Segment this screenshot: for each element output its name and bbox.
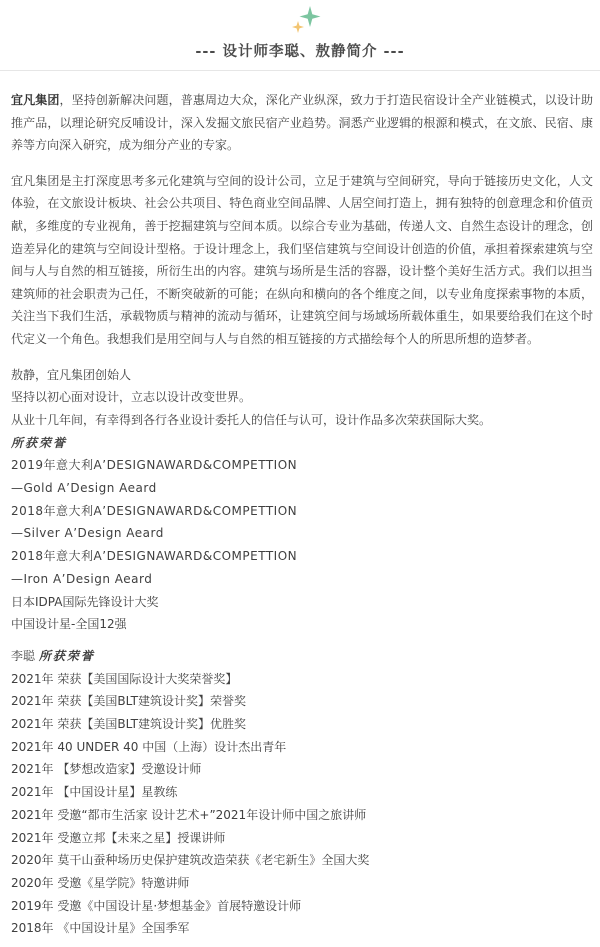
licong-award-item: 2019年 受邀《中国设计星·梦想基金》首展特邀设计师 [11, 898, 302, 913]
licong-name: 李聪 [11, 648, 36, 663]
aojing-line: 敖静，宜凡集团创始人 [11, 367, 132, 382]
licong-award-item: 2021年 40 UNDER 40 中国（上海）设计杰出青年 [11, 739, 287, 754]
aojing-award-item: 2019年意大利A’DESIGNAWARD&COMPETTION [11, 458, 298, 473]
licong-award-item: 2021年 受邀“都市生活家 设计艺术+”2021年设计师中国之旅讲师 [11, 807, 367, 822]
divider [0, 70, 600, 71]
page-title: --- 设计师李聪、敖静简介 --- [195, 44, 405, 60]
aojing-award-item: 中国设计星-全国12强 [11, 617, 127, 632]
intro-paragraph [11, 89, 593, 157]
licong-award-item: 2021年 荣获【美国国际设计大奖荣誉奖】 [11, 671, 238, 686]
intro-lead: 宜凡集团 [11, 93, 60, 107]
licong-awards-heading: 所获荣誉 [38, 648, 95, 663]
licong-award-item: 2021年 荣获【美国BLT建筑设计奖】优胜奖 [11, 717, 246, 732]
company-paragraph: 宜凡集团是主打深度思考多元化建筑与空间的设计公司，立足于建筑与空间研究，导向于链接历史文化，人文体验，在文旅设计板块、社会公共项目、特色商业空间品牌、人居空间打造上，拥有独特的创意理念和价值贡献，多维度的专业视角，善于挖掘建筑与空间本质。以综合专业为基础，传递人文、自然生态设计的理念，创造差异化的建筑与空间设计型格。于设计理念上，我们坚信建筑与空间设计创造的价值，承担着探索建筑与空间与人与自然的相互链接，所衍生出的内容。建筑与场所是生活的容器，设计整个美好生活方式。我们以担当建筑师的社会职责为己任，不断突破新的可能；在纵向和横向的各个维度之间，以专业角度探索事物的本质，关注当下我们生活，承载物质与精神的流动与循环，让建筑空间与场域场所载体重生，如果要给我们在这个时代定义一个角色。我想我们是用空间与人与自然的相互链接的方式描绘每个人的所思所想的造梦者。 [11, 173, 593, 346]
licong-award-item: 2021年 荣获【美国BLT建筑设计奖】荣誉奖 [11, 694, 246, 709]
aojing-award-item: —Gold A’Design Aeard [11, 481, 157, 496]
aojing-award-item: —Iron A’Design Aeard [11, 571, 153, 586]
aojing-award-item: 2018年意大利A’DESIGNAWARD&COMPETTION [11, 503, 298, 518]
licong-award-item: 2021年 【中国设计星】星教练 [11, 785, 178, 800]
sparkle-stars-icon [286, 4, 326, 38]
aojing-award-item: —Silver A’Design Aeard [11, 526, 164, 541]
aojing-awards-heading: 所获荣誉 [11, 435, 68, 450]
licong-award-item: 2018年 《中国设计星》全国季军 [11, 921, 190, 936]
intro-text: ，坚持创新解决问题，普惠周边大众，深化产业纵深，致力于打造民宿设计全产业链模式，以设计助推产品，以理论研究反哺设计，深入发掘文旅民宿产业趋势。洞悉产业逻辑的根源和模式，在文旅、民宿、康养等方向深入研究，成为细分产业的专家。 [11, 93, 593, 153]
aojing-section [11, 364, 593, 636]
licong-award-item: 2020年 莫干山蚕种场历史保护建筑改造荣获《老宅新生》全国大奖 [11, 853, 370, 868]
licong-award-item: 2021年 【梦想改造家】受邀设计师 [11, 762, 202, 777]
article-body [11, 89, 593, 940]
licong-awards-title [11, 645, 593, 668]
aojing-line: 从业十几年间，有幸得到各行各业设计委托人的信任与认可，设计作品多次荣获国际大奖。 [11, 412, 492, 427]
aojing-award-item: 日本IDPA国际先锋设计大奖 [11, 594, 159, 609]
aojing-line: 坚持以初心面对设计，立志以设计改变世界。 [11, 390, 252, 405]
licong-award-item: 2020年 受邀《星学院》特邀讲师 [11, 876, 190, 890]
licong-award-item: 2021年 受邀立邦【未来之星】授课讲师 [11, 830, 226, 845]
aojing-award-item: 2018年意大利A’DESIGNAWARD&COMPETTION [11, 549, 298, 564]
licong-section [11, 645, 593, 940]
